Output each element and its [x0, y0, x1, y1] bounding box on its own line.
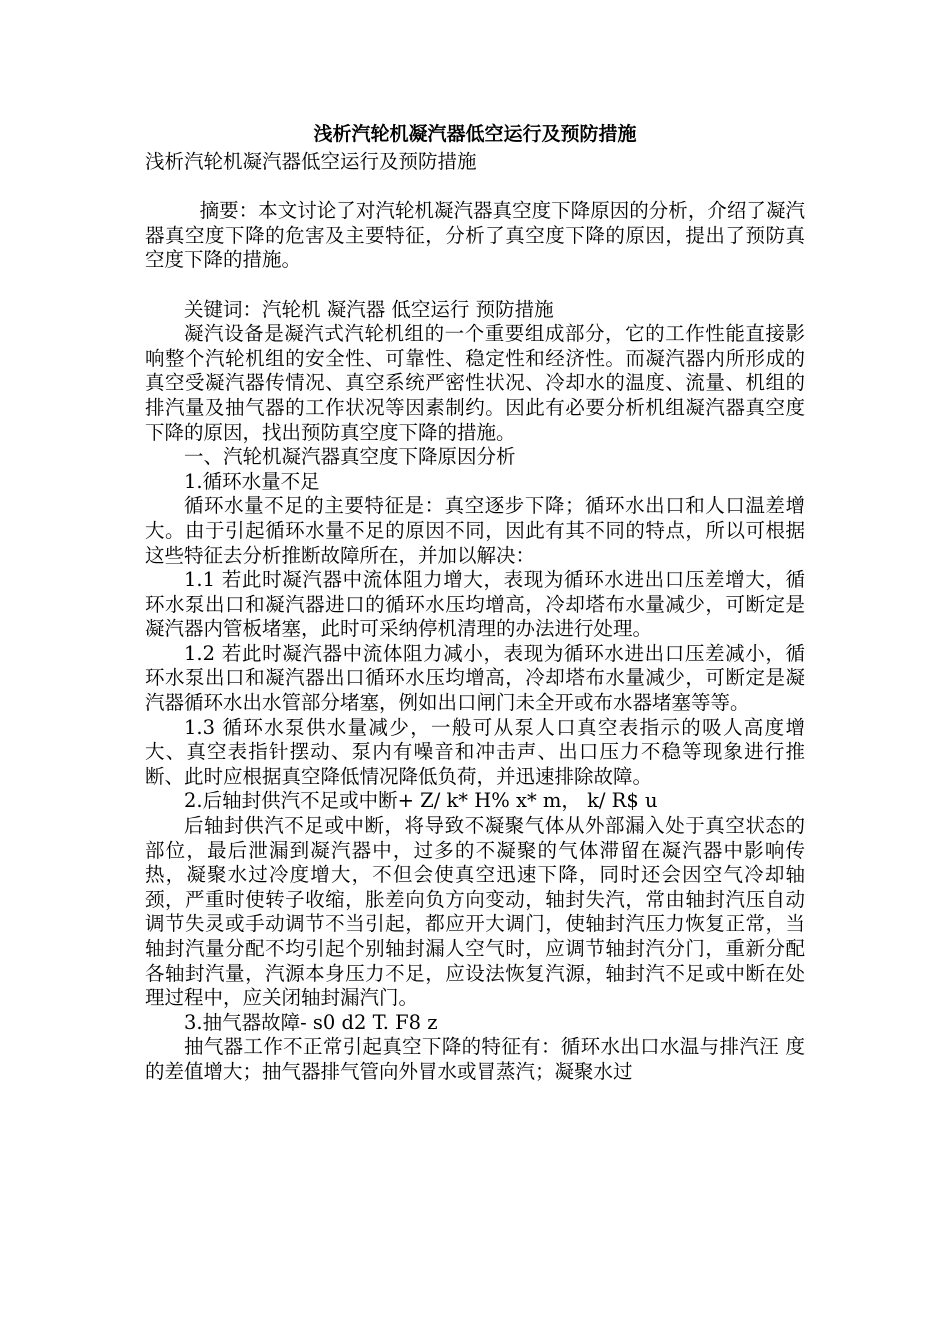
abstract-paragraph: 摘要：本文讨论了对汽轮机凝汽器真空度下降原因的分析，介绍了凝汽器真空度下降的危害及主要特征，分析了真空度下降的原因，提出了预防真空度下降的措施。 [145, 199, 805, 272]
keywords-line: 关键词：汽轮机 凝汽器 低空运行 预防措施 [184, 297, 554, 321]
item2-paragraph: 后轴封供汽不足或中断，将导致不凝聚气体从外部漏入处于真空状态的部位，最后泄漏到凝汽器中，过多的不凝聚的气体滞留在凝汽器中影响传热，凝聚水过冷度增大，不但会使真空迅速下降，同时还会因空气冷却轴颈，严重时使转子收缩，胀差向负方向变动，轴封失汽，常由轴封汽压自动调节失灵或手动调节不当引起，都应开大调门，使轴封汽压力恢复正常，当轴封汽量分配不均引起个别轴封漏人空气时，应调节轴封汽分门，重新分配各轴封汽量，汽源本身压力不足，应设法恢复汽源，轴封汽不足或中断在处理过程中，应关闭轴封漏汽门。 [145, 814, 805, 1010]
item1-2-paragraph: 1.2 若此时凝汽器中流体阻力减小，表现为循环水进出口压差减小，循环水泵出口和凝汽器出口循环水压均增高，冷却塔布水量减少，可断定是凝汽器循环水出水管部分堵塞，例如出口闸门未全开或布水器堵塞等等。 [145, 641, 805, 715]
blank-line [145, 273, 805, 298]
item1-3-paragraph: 1.3 循环水泵供水量减少，一般可从泵人口真空表指示的吸人高度增大、真空表指针摆动、泵内有噪音和冲击声、出口压力不稳等现象进行推断、此时应根据真空降低情况降低负荷，并迅速排除故障。 [145, 715, 805, 788]
section-heading: 一、汽轮机凝汽器真空度下降原因分析 [184, 445, 516, 469]
item2-heading: 2.后轴封供汽不足或中断+ Z/ k* H% x* m， k/ R$ u [184, 789, 658, 813]
item3-heading: 3.抽气器故障- s0 d2 T. F8 z [184, 1010, 438, 1034]
item3-paragraph: 抽气器工作不正常引起真空下降的特征有：循环水出口水温与排汽汪 度的差值增大；抽气器排气管向外冒水或冒蒸汽；凝聚水过 [145, 1035, 805, 1083]
item1-1-paragraph: 1.1 若此时凝汽器中流体阻力增大，表现为循环水进出口压差增大，循环水泵出口和凝汽器进口的循环水压均增高，冷却塔布水量减少，可断定是凝汽器内管板堵塞，此时可采纳停机清理的办法进行处理。 [145, 568, 805, 641]
document-subtitle: 浅析汽轮机凝汽器低空运行及预防措施 [145, 150, 477, 173]
intro-paragraph: 凝汽设备是凝汽式汽轮机组的一个重要组成部分，它的工作性能直接影响整个汽轮机组的安全性、可靠性、稳定性和经济性。而凝汽器内所形成的真空受凝汽器传情况、真空系统严密性状况、冷却水的温度、流量、机组的排汽量及抽气器的工作状况等因素制约。因此有必要分析机组凝汽器真空度下降的原因，找出预防真空度下降的措施。 [145, 322, 805, 444]
document-title: 浅析汽轮机凝汽器低空运行及预防措施 [313, 123, 637, 145]
item1-paragraph: 循环水量不足的主要特征是：真空逐步下降；循环水出口和人口温差增大。由于引起循环水量不足的原因不同，因此有其不同的特点，所以可根据这些特征去分析推断故障所在，并加以解决： [145, 494, 805, 567]
item1-heading: 1.循环水量不足 [184, 469, 320, 493]
document-body [145, 150, 805, 1085]
blank-line [145, 175, 805, 200]
